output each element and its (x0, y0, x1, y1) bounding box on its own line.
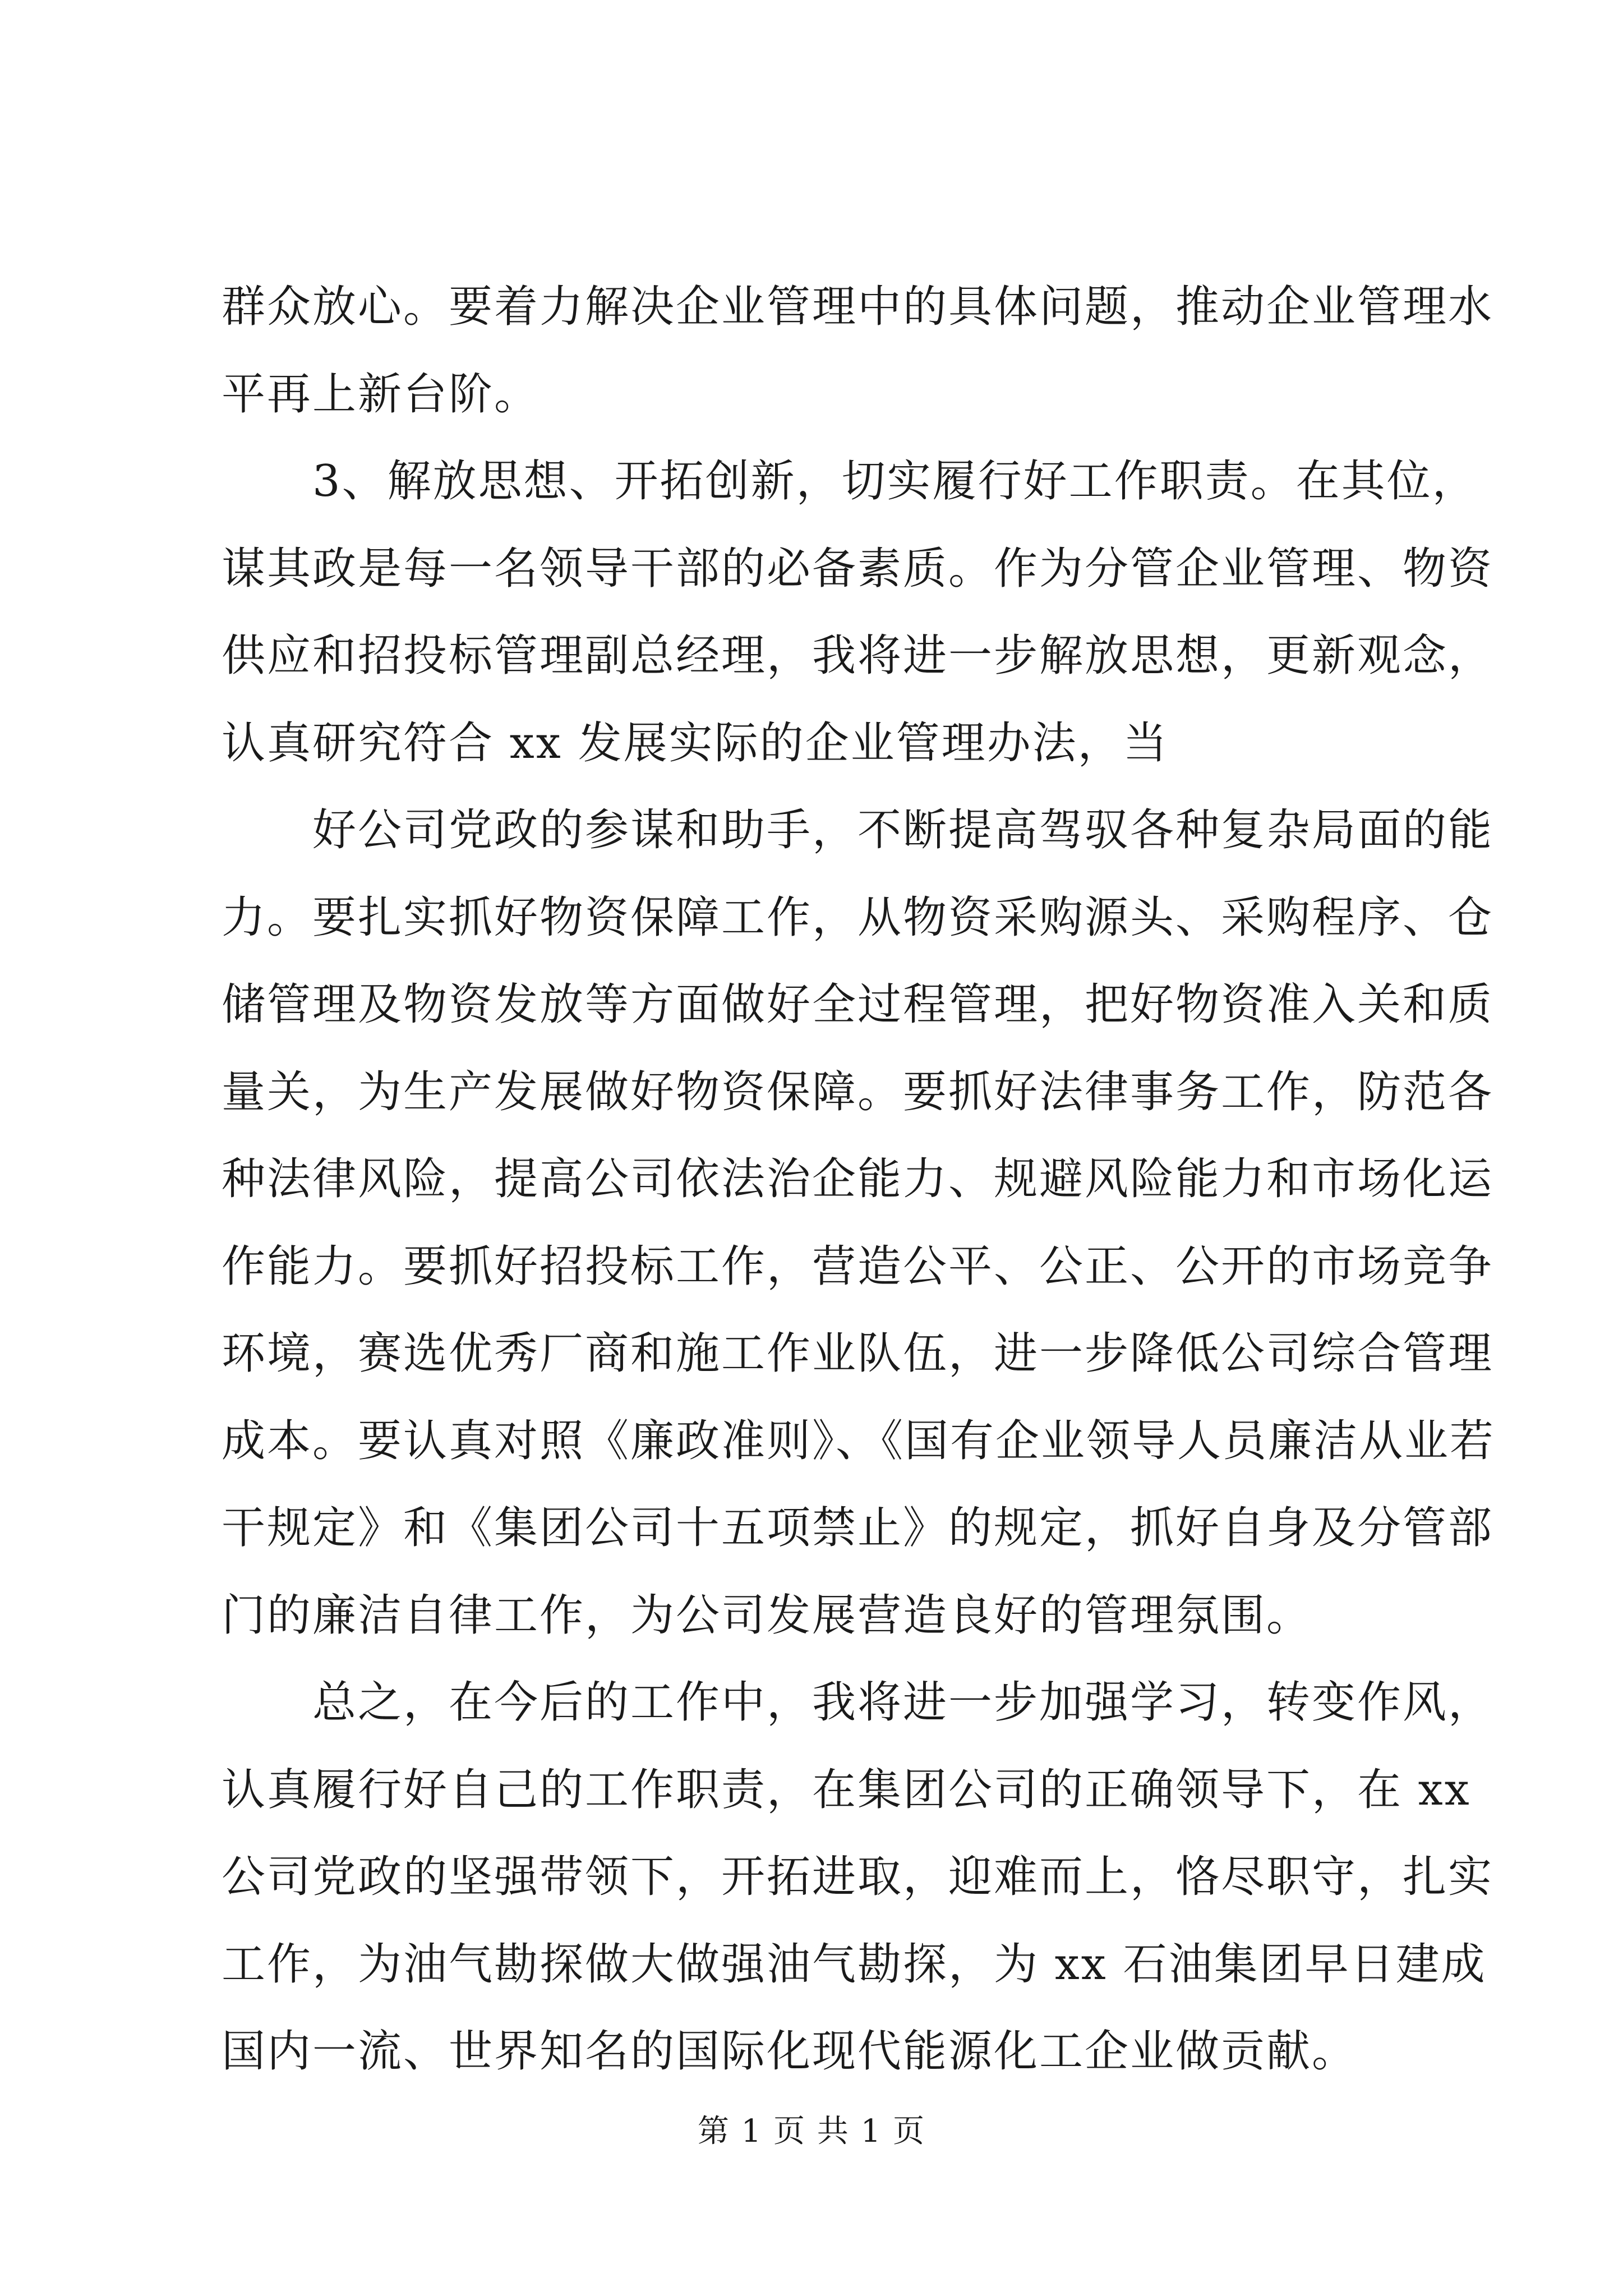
text-line: 认真研究符合 xx 发展实际的企业管理办法，当 (222, 717, 1169, 769)
text-line: 工作，为油气勘探做大做强油气勘探，为 xx 石油集团早日建成 (222, 1939, 1487, 1990)
text-line: 总之，在今后的工作中，我将进一步加强学习，转变作风， (222, 1677, 1494, 1728)
text-line: 种法律风险，提高公司依法治企能力、规避风险能力和市场化运 (222, 1154, 1494, 1204)
text-line: 供应和招投标管理副总经理，我将进一步解放思想，更新观念， (222, 631, 1494, 681)
text-line: 群众放心。要着力解决企业管理中的具体问题，推动企业管理水 (222, 282, 1494, 332)
text-line: 力。要扎实抓好物资保障工作，从物资采购源头、采购程序、仓 (222, 892, 1494, 943)
text-line: 作能力。要抓好招投标工作，营造公平、公正、公开的市场竞争 (222, 1241, 1494, 1292)
text-line: 干规定》和《集团公司十五项禁止》的规定，抓好自身及分管部 (222, 1503, 1494, 1553)
text-line: 国内一流、世界知名的国际化现代能源化工企业做贡献。 (222, 2026, 1358, 2077)
text-line: 好公司党政的参谋和助手，不断提高驾驭各种复杂局面的能 (222, 805, 1494, 855)
text-line: 公司党政的坚强带领下，开拓进取，迎难而上，恪尽职守，扎实 (222, 1852, 1494, 1902)
text-line: 门的廉洁自律工作，为公司发展营造良好的管理氛围。 (222, 1590, 1312, 1641)
text-line: 3、解放思想、开拓创新，切实履行好工作职责。在其位， (222, 456, 1478, 507)
text-line: 认真履行好自己的工作职责，在集团公司的正确领导下，在 xx (222, 1764, 1471, 1815)
text-line: 量关，为生产发展做好物资保障。要抓好法律事务工作，防范各 (222, 1066, 1494, 1117)
text-line: 储管理及物资发放等方面做好全过程管理，把好物资准入关和质 (222, 979, 1494, 1030)
text-line: 环境，赛选优秀厂商和施工作业队伍，进一步降低公司综合管理 (222, 1328, 1494, 1379)
document-body (222, 264, 1496, 2096)
text-line: 成本。要认真对照《廉政准则》、《国有企业领导人员廉洁从业若 (222, 1415, 1496, 1466)
text-line: 谋其政是每一名领导干部的必备素质。作为分管企业管理、物资 (222, 543, 1494, 594)
text-line: 平再上新台阶。 (222, 369, 540, 420)
page-number-footer: 第 1 页 共 1 页 (697, 2113, 926, 2150)
